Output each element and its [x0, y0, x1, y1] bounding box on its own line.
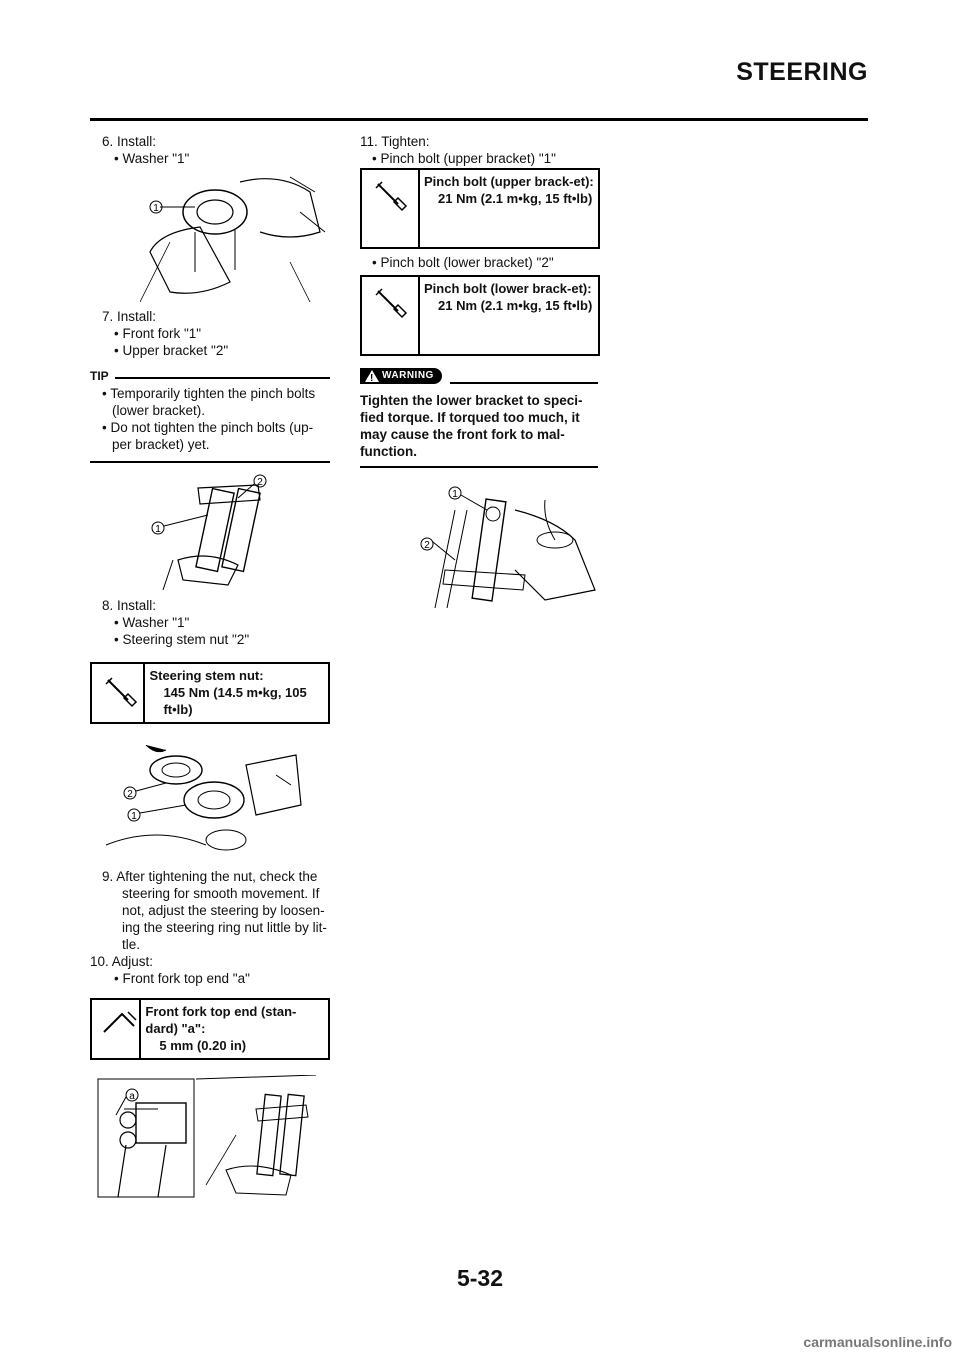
caliper-icon: [92, 1000, 141, 1058]
step-10: [90, 953, 330, 987]
callout-1: 1: [153, 203, 159, 214]
tip-label: TIP: [90, 369, 109, 383]
step-7-text: 7. Install:: [102, 309, 157, 324]
spec-value: 21 Nm (2.1 m•kg, 15 ft•lb): [438, 191, 593, 206]
spec-title: Pinch bolt (lower brack-et):: [424, 281, 592, 296]
step-9: [102, 868, 332, 953]
spec-value: 5 mm (0.20 in): [159, 1038, 247, 1053]
warning-rule-bottom: [360, 466, 598, 468]
step-7: [102, 308, 332, 359]
callout-1: 1: [131, 811, 137, 822]
pinch-bolts-illustration: [415, 480, 600, 608]
spec-front-fork-top-end: [90, 998, 330, 1060]
warning-box: [360, 368, 598, 468]
callout-1: 1: [452, 489, 458, 500]
spec-title: Pinch bolt (upper brack-et):: [424, 174, 594, 189]
step-10-item: • Front fork top end "a": [114, 970, 330, 987]
step-11-item-1: • Pinch bolt (upper bracket) "1": [372, 150, 600, 167]
header-rule: [90, 118, 868, 121]
step-6: [102, 133, 332, 167]
warning-text: Tighten the lower bracket to speci-fied torque. If torqued too much, it may cause the front fork to mal-function.: [360, 393, 583, 459]
step-8-text: 8. Install:: [102, 598, 157, 613]
spec-title: Front fork top end (stan-dard) "a":: [145, 1004, 297, 1036]
tip-rule-top: [115, 377, 330, 379]
spec-pinch-bolt-upper: [360, 168, 600, 249]
callout-a: a: [129, 1091, 135, 1102]
spec-value: 145 Nm (14.5 m•kg, 105 ft•lb): [163, 685, 307, 717]
spec-value: 21 Nm (2.1 m•kg, 15 ft•lb): [438, 298, 593, 313]
step-8-item-2: • Steering stem nut "2": [114, 631, 332, 648]
page-title: STEERING: [736, 58, 868, 86]
tip-box: [90, 369, 330, 463]
step-7-item-1: • Front fork "1": [114, 325, 332, 342]
spec-steering-stem-nut: [90, 662, 330, 724]
step-11-b: [360, 254, 600, 271]
step-7-item-2: • Upper bracket "2": [114, 342, 332, 359]
warning-rule-top: [450, 382, 598, 384]
step-11-item-2: • Pinch bolt (lower bracket) "2": [372, 254, 600, 271]
torque-wrench-icon: [362, 277, 420, 354]
tip-item-1: • Temporarily tighten the pinch bolts (lower bracket).: [90, 385, 330, 419]
step-8-item-1: • Washer "1": [114, 614, 332, 631]
fork-top-end-illustration: [96, 1075, 318, 1200]
steering-stem-nut-illustration: [96, 745, 316, 860]
warning-badge: ! WARNING: [360, 368, 442, 384]
step-10-text: 10. Adjust:: [90, 954, 154, 969]
watermark: carmanualsonline.info: [803, 1334, 952, 1350]
step-11: [360, 133, 600, 167]
step-8: [102, 597, 332, 648]
step-6-text: 6. Install:: [102, 134, 157, 149]
tip-rule-bottom: [90, 461, 330, 463]
page-number: 5-32: [456, 1265, 504, 1291]
torque-wrench-icon: [92, 664, 145, 722]
spec-title: Steering stem nut:: [149, 668, 264, 683]
callout-2: 2: [424, 540, 430, 551]
step-11-text: 11. Tighten:: [360, 134, 430, 149]
tip-item-2: • Do not tighten the pinch bolts (up-per bracket) yet.: [90, 419, 330, 453]
step-9-text: 9. After tightening the nut, check the steering for smooth movement. If not, adjust the steering by loosen-ing the steering ring nut little by lit-tle.: [102, 869, 327, 952]
callout-2: 2: [127, 789, 133, 800]
washer-illustration: [140, 172, 335, 304]
step-6-item: • Washer "1": [114, 150, 332, 167]
spec-pinch-bolt-lower: [360, 275, 600, 356]
torque-wrench-icon: [362, 170, 420, 247]
warning-label: WARNING: [382, 370, 434, 381]
callout-1: 1: [155, 524, 161, 535]
callout-2: 2: [257, 477, 263, 488]
front-fork-illustration: [148, 470, 278, 592]
